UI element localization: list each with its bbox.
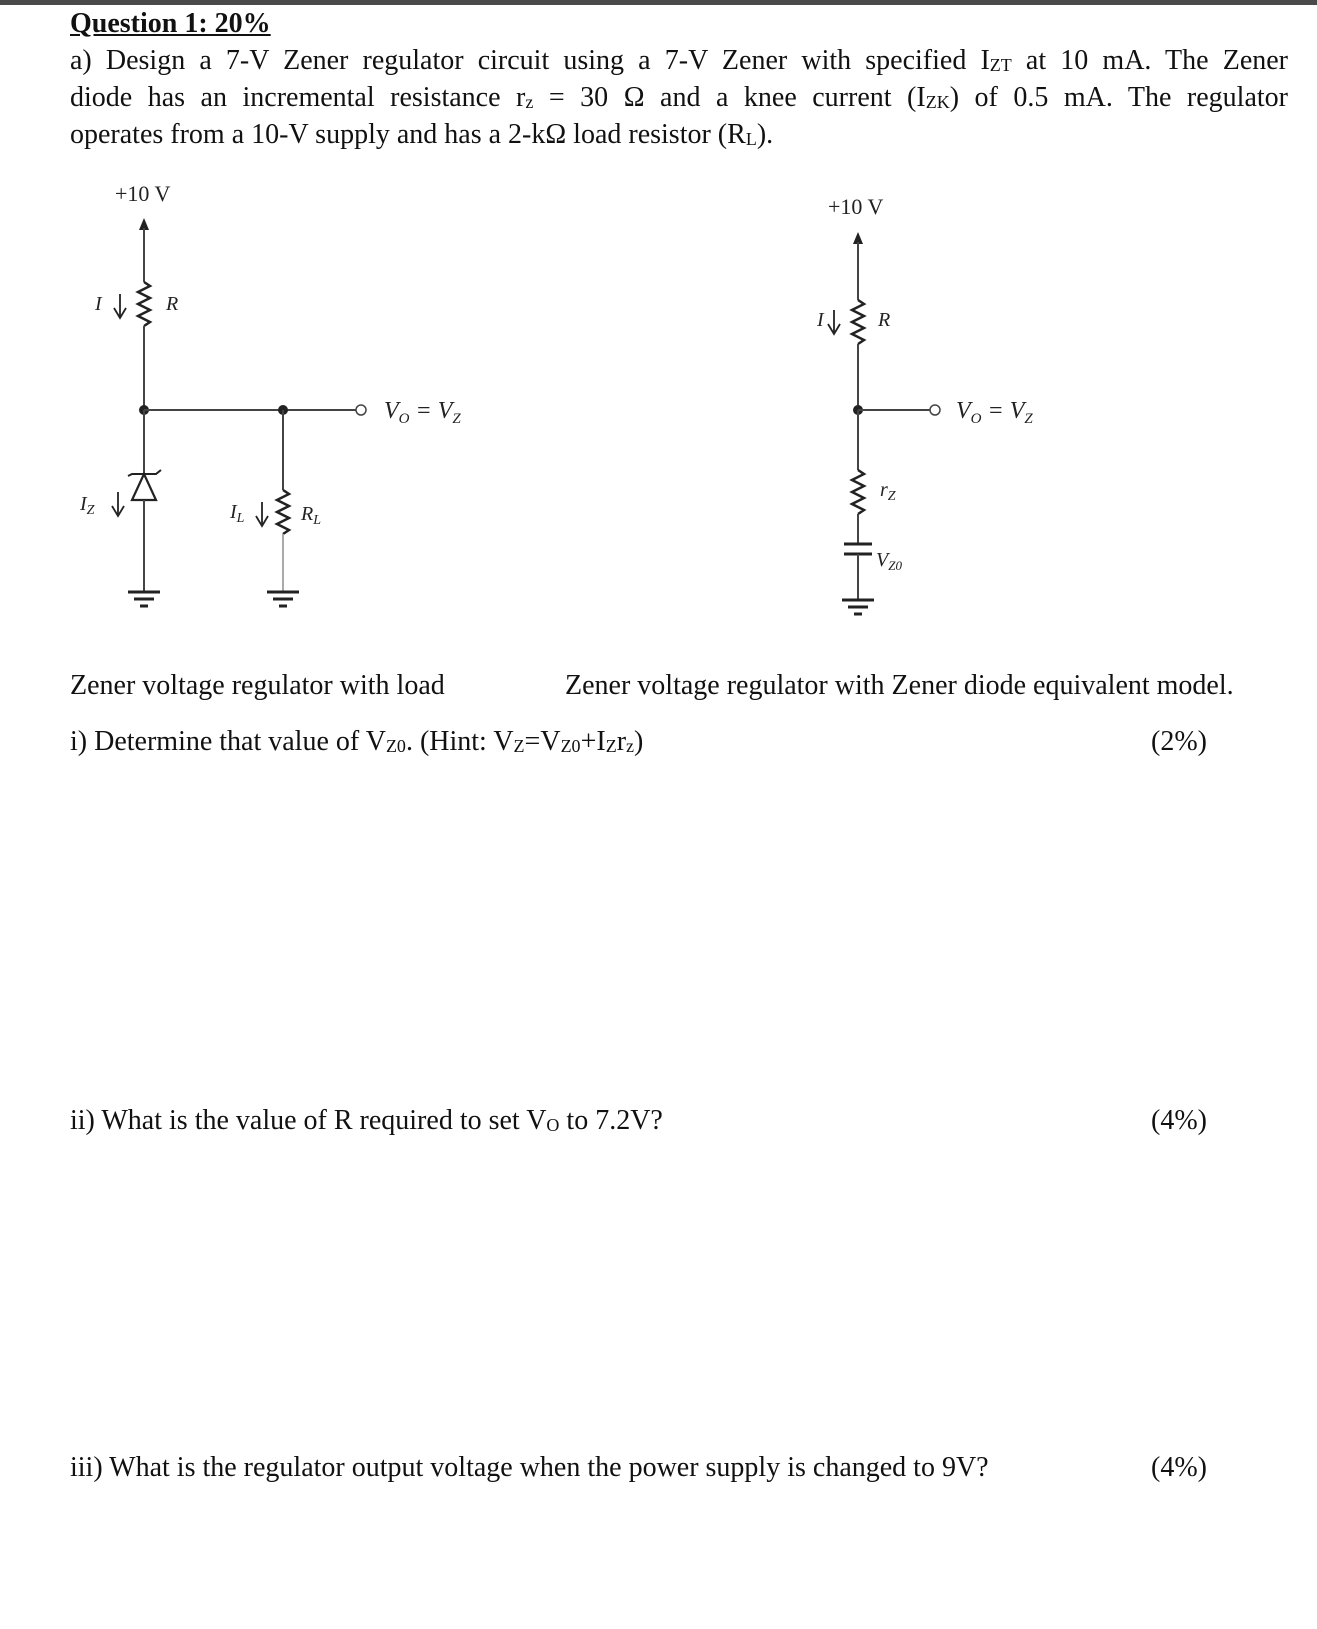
question-title: Question 1: 20% xyxy=(70,8,271,39)
right-resistor-r-label: R xyxy=(878,309,891,331)
caption-left: Zener voltage regulator with load xyxy=(70,670,445,701)
intro-line-2: diode has an incremental resistance $r_z = 30$ Ω and a knee current $(I_{ZK})$ of 0.5 mA. The regulator xyxy=(70,82,1288,113)
left-resistor-rl xyxy=(277,490,289,534)
left-resistor-r xyxy=(138,282,150,326)
question-intro xyxy=(70,42,1288,153)
part-i-marks: (2%) xyxy=(1151,726,1207,757)
right-resistor-r xyxy=(852,300,864,344)
top-border xyxy=(0,0,1317,5)
circuit-diagram-left xyxy=(0,170,600,650)
left-current-i-label: I xyxy=(95,293,102,315)
left-il-label: $I_L$ xyxy=(230,501,245,526)
left-rl-label: $R_L$ xyxy=(301,503,322,528)
left-output-terminal xyxy=(356,405,366,415)
left-supply-label: +10 V xyxy=(115,181,171,206)
part-iii-marks: (4%) xyxy=(1151,1452,1207,1483)
right-output-terminal xyxy=(930,405,940,415)
left-output-label: $V_O = V_Z$ xyxy=(384,398,461,427)
right-vz0-label: $V_{Z0}$ xyxy=(876,549,902,573)
right-output-label: $V_O = V_Z$ xyxy=(956,398,1033,427)
right-current-i-label: I xyxy=(817,309,824,331)
right-resistor-rz xyxy=(852,470,864,514)
right-supply-label: +10 V xyxy=(828,194,884,219)
part-ii-question: ii) What is the value of R required to set $V_O$ to 7.2V? xyxy=(70,1105,663,1136)
part-ii-marks: (4%) xyxy=(1151,1105,1207,1136)
right-rz-label: $r_Z$ xyxy=(880,479,896,504)
part-iii-question: iii) What is the regulator output voltage when the power supply is changed to 9V? xyxy=(70,1452,989,1483)
intro-line-1: a) Design a 7-V Zener regulator circuit using a 7-V Zener with specified $I_{ZT}$ at 10 mA. The Zener xyxy=(70,45,1289,76)
intro-line-3: operates from a 10-V supply and has a 2-kΩ load resistor $(R_L)$. xyxy=(70,119,774,150)
circuit-diagram-right xyxy=(760,170,1160,650)
left-iz-label: $I_Z$ xyxy=(80,493,95,518)
left-resistor-r-label: R xyxy=(166,293,179,315)
left-zener-diode-icon xyxy=(132,474,156,500)
part-i-question: i) Determine that value of $V_{Z0}$. (Hint: $V_Z=V_{Z0}+I_Zr_z$) xyxy=(70,726,644,757)
caption-right: Zener voltage regulator with Zener diode equivalent model. xyxy=(565,670,1234,701)
